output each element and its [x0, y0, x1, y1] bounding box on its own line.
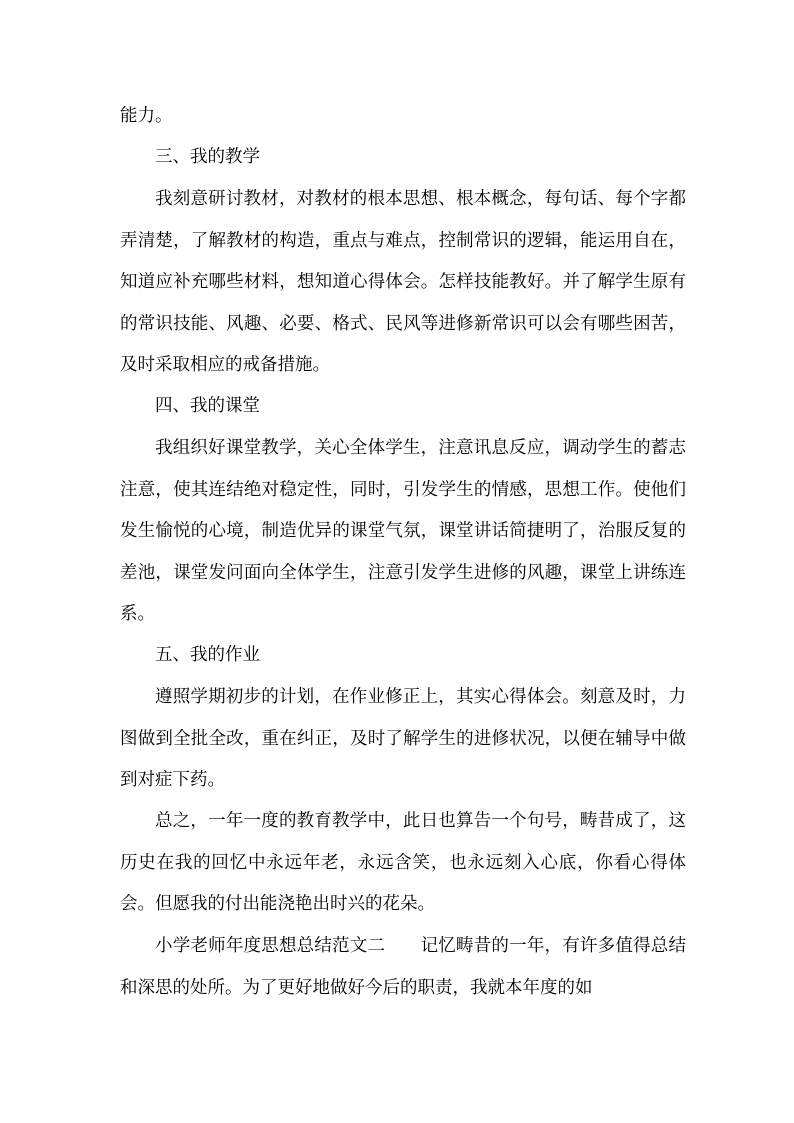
section-heading-teaching: 三、我的教学: [155, 147, 260, 167]
paragraph-teaching: 我刻意研讨教材，对教材的根本思想、根本概念，每句话、每个字都弄清楚，了解教材的构造，重点与难点，控制常识的逻辑，能运用自在，知道应补充哪些材料，想知道心得体会。怎样技能教好。并了解学生原有的常识技能、风趣、必要、格式、民风等进修新常识可以会有哪些困苦，及时采取相应的戒备措施。: [120, 189, 686, 375]
paragraph-continuation: 能力。: [120, 106, 173, 126]
section-heading-classroom: 四、我的课堂: [155, 396, 260, 416]
paragraph-homework: 遵照学期初步的计划，在作业修正上，其实心得体会。刻意及时，力图做到全批全改，重在纠正，及时了解学生的进修状况，以便在辅导中做到对症下药。: [120, 687, 686, 790]
section-heading-homework: 五、我的作业: [155, 645, 260, 665]
paragraph-classroom: 我组织好课堂教学，关心全体学生，注意讯息反应，调动学生的蓄志注意，使其连结绝对稳定性，同时，引发学生的情感，思想工作。使他们发生愉悦的心境，制造优异的课堂气氛，课堂讲话简捷明了，治服反复的差池，课堂发问面向全体学生，注意引发学生进修的风趣，课堂上讲练连系。: [120, 438, 686, 624]
paragraph-second-sample: 小学老师年度思想总结范文二 记忆畴昔的一年，有许多值得总结和深思的处所。为了更好地做好今后的职责，我就本年度的如: [120, 936, 686, 998]
paragraph-conclusion: 总之，一年一度的教育教学中，此日也算告一个句号，畴昔成了，这历史在我的回忆中永远年老，永远含笑，也永远刻入心底，你看心得体会。但愿我的付出能浇艳出时兴的花朵。: [120, 811, 686, 914]
